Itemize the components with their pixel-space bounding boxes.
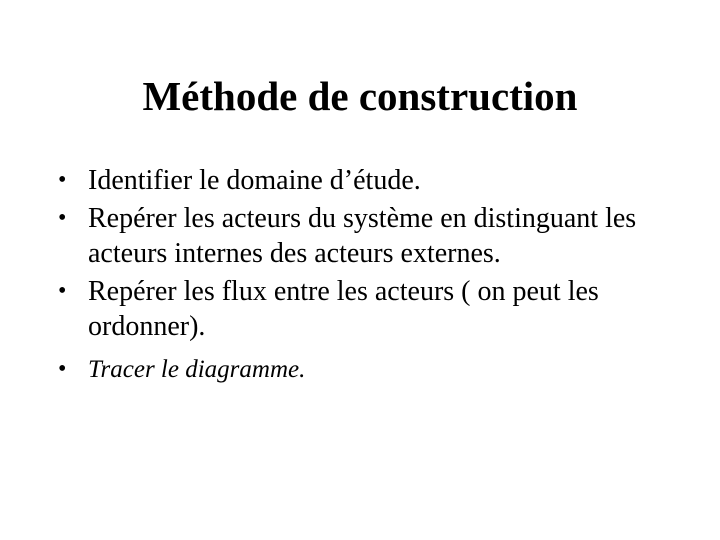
- bullet-item: [58, 163, 678, 198]
- bullet-icon: •: [58, 356, 67, 382]
- slide-title: Méthode de construction: [142, 73, 578, 119]
- bullet-icon: •: [58, 205, 67, 231]
- bullet-icon: •: [58, 167, 67, 193]
- bullet-icon: •: [58, 278, 67, 304]
- bullet-text: Identifier le domaine d’étude.: [88, 165, 421, 196]
- bullet-text: Repérer les flux entre les acteurs ( on peut les ordonner).: [88, 276, 599, 342]
- bullet-item: [58, 352, 678, 387]
- bullet-text: Repérer les acteurs du système en distinguant les acteurs internes des acteurs externes.: [88, 203, 637, 269]
- bullet-item: [58, 201, 678, 271]
- bullet-item: [58, 274, 678, 344]
- bullet-list: [58, 163, 678, 390]
- bullet-text: Tracer le diagramme.: [88, 356, 306, 383]
